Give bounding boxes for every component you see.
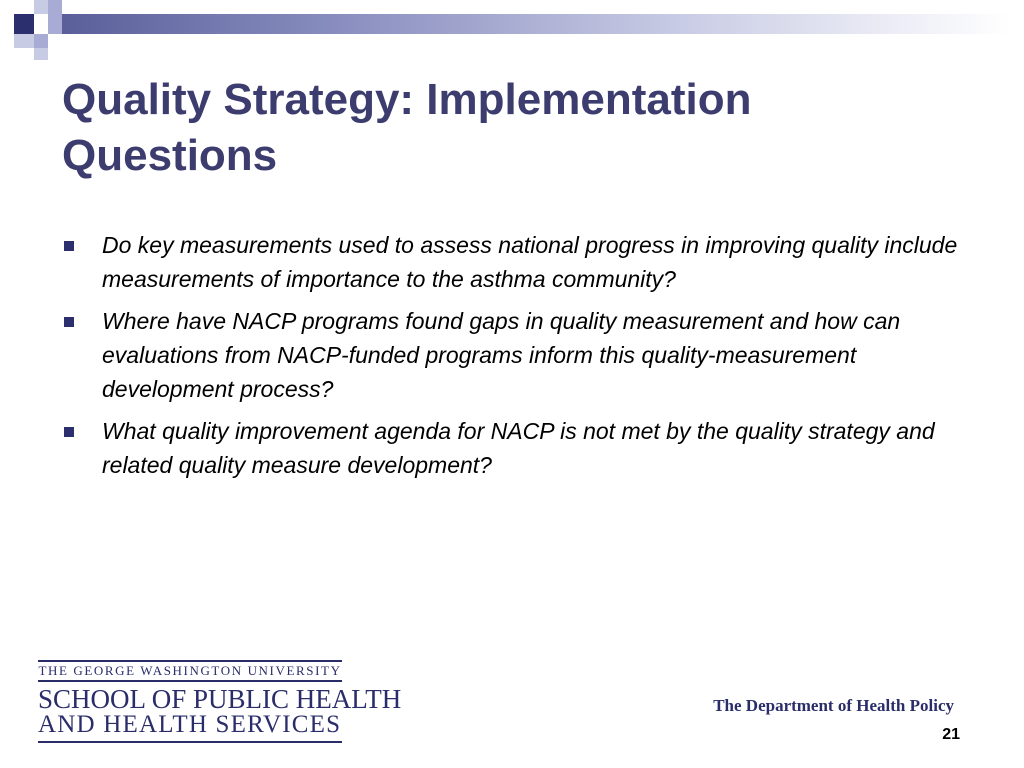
- logo-rule: [38, 741, 342, 743]
- bullet-text: What quality improvement agenda for NACP is not met by the quality strategy and related quality measure development?: [102, 418, 935, 478]
- university-logo: [38, 660, 402, 743]
- square-bullet-icon: [64, 427, 74, 437]
- square-bullet-icon: [64, 317, 74, 327]
- bullet-text: Do key measurements used to assess national progress in improving quality include measurements of importance to the asthma community?: [102, 232, 958, 292]
- decor-square: [34, 34, 48, 48]
- bullet-list: [62, 228, 962, 490]
- header-gradient-bar: [62, 14, 1010, 34]
- bullet-item: [62, 228, 962, 296]
- logo-school-line2: AND HEALTH SERVICES: [38, 711, 342, 738]
- bullet-text: Where have NACP programs found gaps in quality measurement and how can evaluations from NACP-funded programs inform this quality-measurement development process?: [102, 308, 901, 402]
- decor-square: [14, 14, 34, 34]
- logo-school-line1: SCHOOL OF PUBLIC HEALTH: [38, 684, 402, 714]
- bullet-item: [62, 304, 962, 406]
- decor-square: [34, 0, 48, 14]
- page-number: 21: [942, 726, 960, 743]
- decor-square: [48, 14, 62, 34]
- decor-square: [34, 14, 48, 34]
- decor-square: [34, 48, 48, 60]
- decor-square: [14, 34, 34, 48]
- square-bullet-icon: [64, 241, 74, 251]
- logo-rule: [38, 680, 342, 682]
- logo-university: THE GEORGE WASHINGTON UNIVERSITY: [38, 663, 342, 678]
- decor-square: [48, 0, 62, 14]
- department-name: The Department of Health Policy: [713, 696, 954, 715]
- slide-title: Quality Strategy: Implementation Questions: [62, 75, 752, 180]
- bullet-item: [62, 414, 962, 482]
